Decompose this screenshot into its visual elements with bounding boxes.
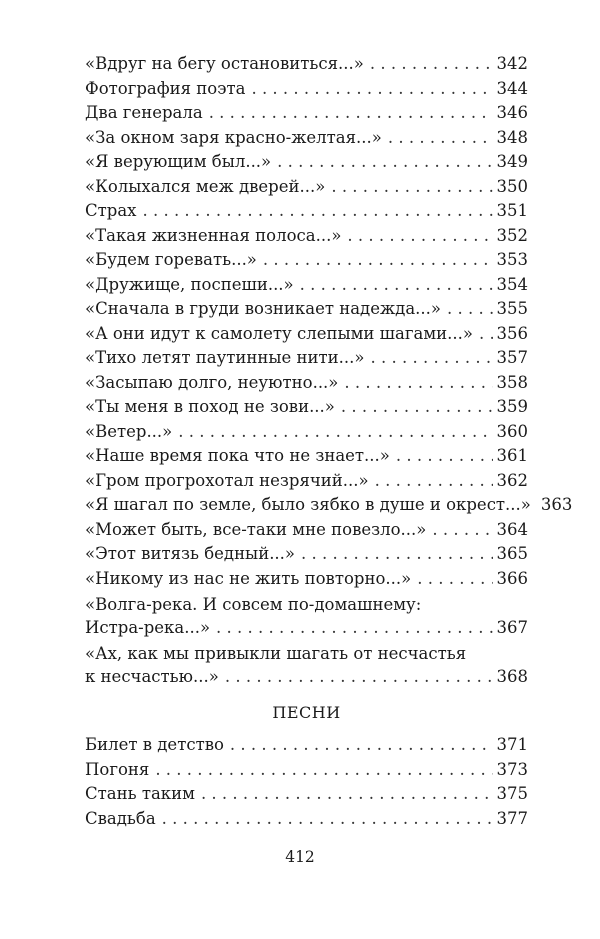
dot-leader — [341, 224, 492, 249]
toc-entry — [85, 493, 573, 518]
toc-entry-page: 357 — [496, 348, 528, 367]
toc-entry — [85, 518, 528, 543]
dot-leader — [195, 782, 493, 807]
dot-leader — [382, 126, 493, 151]
dot-leader — [441, 297, 493, 322]
dot-leader — [294, 273, 493, 298]
toc-entry-page: 342 — [496, 54, 528, 73]
dot-leader — [411, 567, 492, 592]
toc-entry-title-line2: Истра-река...» — [85, 618, 211, 637]
toc-entry-page: 344 — [496, 78, 528, 98]
toc-entry-title-line1: «Волга-река. И совсем по-домашнему: — [85, 595, 422, 614]
toc-entry-title: Погоня — [85, 759, 150, 779]
toc-entry — [85, 101, 528, 126]
toc-entry — [85, 420, 528, 445]
toc-entry-page: 348 — [496, 127, 528, 147]
toc-entry-page: 360 — [496, 421, 528, 441]
dot-leader — [245, 77, 492, 102]
toc-entry-page: 367 — [496, 618, 528, 637]
dot-leader — [271, 150, 492, 175]
toc-entry-page: 358 — [496, 372, 528, 392]
toc-entry-title: «За окном заря красно-желтая...» — [85, 127, 382, 147]
toc-entry-title-line1: «Ах, как мы привыкли шагать от несчастья — [85, 643, 467, 663]
toc-entry-title: Стань таким — [85, 784, 195, 803]
section-heading: ПЕСНИ — [272, 703, 341, 722]
toc-entry-page: 361 — [496, 446, 528, 465]
toc-entry-page: 354 — [496, 274, 528, 294]
dot-leader — [156, 807, 493, 832]
toc-entry — [85, 297, 528, 322]
dot-leader — [172, 420, 492, 445]
toc-entry-page: 356 — [496, 323, 528, 343]
toc-entry — [85, 248, 528, 273]
toc-entry-page: 368 — [496, 666, 528, 686]
toc-entry — [85, 542, 528, 567]
toc-entry-title: «Сначала в груди возникает надежда...» — [85, 299, 441, 318]
toc-entry-title: Два генерала — [85, 103, 203, 122]
toc-entry-title: «Колыхался меж дверей...» — [85, 176, 326, 196]
toc-entry-page: 350 — [496, 176, 528, 196]
dot-leader — [426, 518, 492, 543]
dot-leader — [219, 665, 493, 690]
toc-entry-title-line2: к несчастью...» — [85, 666, 219, 686]
dot-leader — [257, 248, 493, 273]
dot-leader — [338, 371, 492, 396]
toc-entry-title: «Наше время пока что не знает...» — [85, 446, 390, 465]
toc-entry — [85, 77, 528, 102]
toc-entry-title: «А они идут к самолету слепыми шагами...» — [85, 323, 473, 343]
toc-entry — [85, 224, 528, 249]
toc-entry — [85, 395, 528, 420]
dot-leader — [335, 395, 493, 420]
toc-entry — [85, 733, 528, 758]
toc-entry-page: 363 — [540, 495, 573, 514]
dot-leader — [149, 758, 492, 783]
toc-entry-title: Страх — [85, 201, 137, 220]
dot-leader — [364, 52, 493, 77]
toc-entry-title: «Этот витязь бедный...» — [85, 544, 296, 563]
toc-entry-page: 351 — [496, 201, 528, 220]
toc-entry — [85, 322, 528, 347]
toc-entry — [85, 444, 528, 469]
toc-entry-page: 364 — [496, 519, 528, 539]
toc-entry-title: «Засыпаю долго, неуютно...» — [85, 372, 339, 392]
toc-entry-page: 359 — [496, 397, 528, 416]
toc-entry-page: 373 — [496, 759, 528, 779]
toc-entry-page: 365 — [496, 544, 528, 563]
toc-entry — [85, 175, 528, 200]
toc-entry-page: 353 — [496, 250, 528, 269]
dot-leader — [295, 542, 492, 567]
toc-entry-title: «Будем горевать...» — [85, 250, 257, 269]
toc-entry — [85, 273, 528, 298]
dot-leader — [390, 444, 493, 469]
table-of-contents — [85, 52, 573, 689]
toc-entry — [85, 150, 528, 175]
toc-entry — [85, 52, 528, 77]
toc-entry-title: Фотография поэта — [85, 78, 246, 98]
toc-entry-page: 362 — [496, 470, 528, 490]
dot-leader — [369, 469, 493, 494]
toc-entry-title: «Тихо летят паутинные нити...» — [85, 348, 365, 367]
page-number: 412 — [285, 848, 315, 866]
toc-entry-title: Свадьба — [85, 808, 156, 828]
toc-entry — [85, 199, 528, 224]
toc-entry — [85, 346, 528, 371]
toc-entry-title: «Я верующим был...» — [85, 152, 272, 171]
dot-leader — [224, 733, 493, 758]
toc-entry — [85, 469, 528, 494]
dot-leader — [203, 101, 493, 126]
toc-entry — [85, 758, 528, 783]
toc-entry-title: «Гром прогрохотал незрячий...» — [85, 470, 369, 490]
toc-entry-page: 371 — [496, 735, 528, 754]
toc-entry-page: 355 — [496, 299, 528, 318]
toc-entry-title: «Ветер...» — [85, 421, 173, 441]
toc-entry — [85, 371, 528, 396]
toc-entry — [85, 594, 528, 641]
toc-entry-title: «Вдруг на бегу остановиться...» — [85, 54, 364, 73]
toc-entry — [85, 643, 528, 690]
dot-leader — [136, 199, 492, 224]
toc-entry-title: «Я шагал по земле, было зябко в душе и окрест...» — [85, 495, 531, 514]
toc-entry-title: «Ты меня в поход не зови...» — [85, 397, 335, 416]
toc-entry — [85, 807, 528, 832]
toc-entry-title: Билет в детство — [85, 735, 224, 754]
toc-entry — [85, 782, 528, 807]
dot-leader — [325, 175, 492, 200]
toc-entry-page: 349 — [496, 152, 528, 171]
toc-entry-title: «Может быть, все-таки мне повезло...» — [85, 519, 427, 539]
dot-leader — [473, 322, 493, 347]
toc-entry-page: 377 — [496, 808, 528, 828]
toc-entry-page: 375 — [496, 784, 528, 803]
toc-entry-page: 366 — [496, 568, 528, 588]
toc-entry-page: 346 — [496, 103, 528, 122]
songs-list — [85, 733, 528, 831]
toc-entry-title: «Такая жизненная полоса...» — [85, 225, 342, 245]
dot-leader — [365, 346, 493, 371]
toc-entry-title: «Дружище, поспеши...» — [85, 274, 294, 294]
dot-leader — [210, 616, 492, 641]
toc-entry — [85, 126, 528, 151]
toc-entry — [85, 567, 528, 592]
toc-entry-page: 352 — [496, 225, 528, 245]
toc-entry-title: «Никому из нас не жить повторно...» — [85, 568, 412, 588]
